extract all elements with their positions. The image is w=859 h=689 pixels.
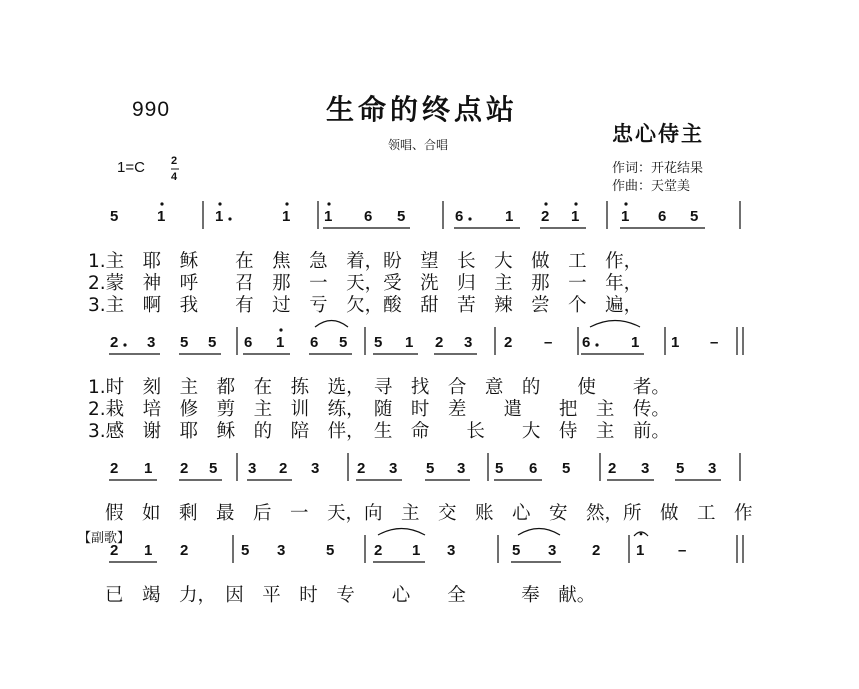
score-note: 5 — [562, 460, 571, 477]
score-note: 6 — [244, 334, 253, 351]
score-note: 3 — [708, 460, 717, 477]
score-note: 6 — [364, 208, 373, 225]
score-note: 3 — [248, 460, 257, 477]
verse2-lyrics-line1: 2.蒙 神 呼 召 那 一 天，受 洗 归 主 那 一 年， — [88, 273, 643, 294]
score-note: 5 — [374, 334, 383, 351]
score-note: 6 — [310, 334, 319, 351]
score-note: 3 — [447, 542, 456, 559]
score-note: 1 — [571, 208, 580, 225]
score-note: – — [678, 542, 687, 559]
score-note: 2 — [504, 334, 513, 351]
score-note: 3 — [457, 460, 466, 477]
augmentation-dot — [468, 217, 471, 220]
key-signature: 1=C — [117, 159, 145, 176]
score-note: 5 — [326, 542, 335, 559]
score-note: 3 — [641, 460, 650, 477]
score-note: 1 — [144, 460, 153, 477]
score-note: 2 — [110, 334, 119, 351]
augmentation-dot — [123, 343, 126, 346]
score-note: 2 — [180, 542, 189, 559]
augmentation-dot — [595, 343, 598, 346]
octave-dot — [544, 202, 547, 205]
score-note: 1 — [405, 334, 414, 351]
score-note: 5 — [397, 208, 406, 225]
score-note: 6 — [582, 334, 591, 351]
score-note: 3 — [464, 334, 473, 351]
tie-arc — [590, 321, 640, 328]
score-note: 1 — [144, 542, 153, 559]
verse1-lyrics-line1: 1.主 耶 稣 在 焦 急 着，盼 望 长 大 做 工 作， — [88, 251, 643, 272]
score-note: 3 — [548, 542, 557, 559]
score-note: 1 — [505, 208, 514, 225]
subtitle: 领唱、合唱 — [388, 138, 449, 152]
score-note: 6 — [658, 208, 667, 225]
verse3-lyrics-line2: 3.感 谢 耶 稣 的 陪 伴， 生 命 长 大 侍 主 前。 — [88, 421, 670, 442]
score-note: 5 — [676, 460, 685, 477]
fermata-dot — [640, 533, 643, 536]
score-note: 5 — [512, 542, 521, 559]
refrain-label: 【副歌】 — [78, 531, 131, 546]
score-note: 2 — [279, 460, 288, 477]
score-note: 1 — [621, 208, 630, 225]
score-note: 5 — [426, 460, 435, 477]
verse3-lyrics-line1: 3.主 啊 我 有 过 亏 欠，酸 甜 苦 辣 尝 个 遍， — [88, 295, 643, 316]
song-number: 990 — [132, 98, 171, 121]
verse2-lyrics-line2: 2.栽 培 修 剪 主 训 练， 随 时 差 遣 把 主 传。 — [88, 399, 670, 420]
score-note: 6 — [455, 208, 464, 225]
score-note: 2 — [110, 460, 119, 477]
verse1-lyrics-line2: 1.时 刻 主 都 在 拣 选， 寻 找 合 意 的 使 者。 — [88, 377, 670, 398]
score-note: 5 — [180, 334, 189, 351]
score-note: 5 — [339, 334, 348, 351]
score-note: 2 — [541, 208, 550, 225]
score-note: 2 — [180, 460, 189, 477]
time-signature-bottom: 4 — [171, 171, 178, 183]
time-signature-top: 2 — [171, 155, 178, 167]
octave-dot — [279, 328, 282, 331]
octave-dot — [327, 202, 330, 205]
score-note: 3 — [311, 460, 320, 477]
score-note: 5 — [241, 542, 250, 559]
octave-dot — [160, 202, 163, 205]
score-note: 2 — [110, 542, 119, 559]
score-note: 2 — [357, 460, 366, 477]
score-note: 1 — [631, 334, 640, 351]
score-note: 3 — [277, 542, 286, 559]
score-note: 6 — [529, 460, 538, 477]
score-note: 1 — [324, 208, 333, 225]
score-note: 5 — [208, 334, 217, 351]
score-note: 5 — [209, 460, 218, 477]
song-title: 生命的终点站 — [326, 93, 519, 126]
score-note: 1 — [282, 208, 291, 225]
category-label: 忠心侍主 — [612, 122, 704, 146]
tie-arc — [378, 529, 425, 536]
score-note: 2 — [435, 334, 444, 351]
score-note: 1 — [157, 208, 166, 225]
score-note: 1 — [412, 542, 421, 559]
octave-dot — [285, 202, 288, 205]
lyricist-credit: 作词：开花结果 — [612, 161, 704, 176]
score-note: 2 — [374, 542, 383, 559]
octave-dot — [624, 202, 627, 205]
tie-arc — [518, 529, 560, 536]
octave-dot — [218, 202, 221, 205]
refrain-lyrics-line1: 假 如 剩 最 后 一 天，向 主 交 账 心 安 然，所 做 工 作 — [105, 503, 753, 524]
score-note: 2 — [608, 460, 617, 477]
score-note: 5 — [495, 460, 504, 477]
score-note: 1 — [671, 334, 680, 351]
score-note: 3 — [389, 460, 398, 477]
score-note: 5 — [110, 208, 119, 225]
tie-arc — [315, 321, 348, 328]
score-note: 1 — [636, 542, 645, 559]
score-note: – — [710, 334, 719, 351]
augmentation-dot — [228, 217, 231, 220]
score-note: 1 — [215, 208, 224, 225]
score-note: – — [544, 334, 553, 351]
refrain-lyrics-line2: 已 竭 力， 因 平 时 专 心 全 奉 献。 — [105, 585, 596, 606]
score-note: 2 — [592, 542, 601, 559]
composer-credit: 作曲：天堂美 — [612, 179, 691, 194]
score-note: 3 — [147, 334, 156, 351]
score-note: 5 — [690, 208, 699, 225]
octave-dot — [574, 202, 577, 205]
score-note: 1 — [276, 334, 285, 351]
